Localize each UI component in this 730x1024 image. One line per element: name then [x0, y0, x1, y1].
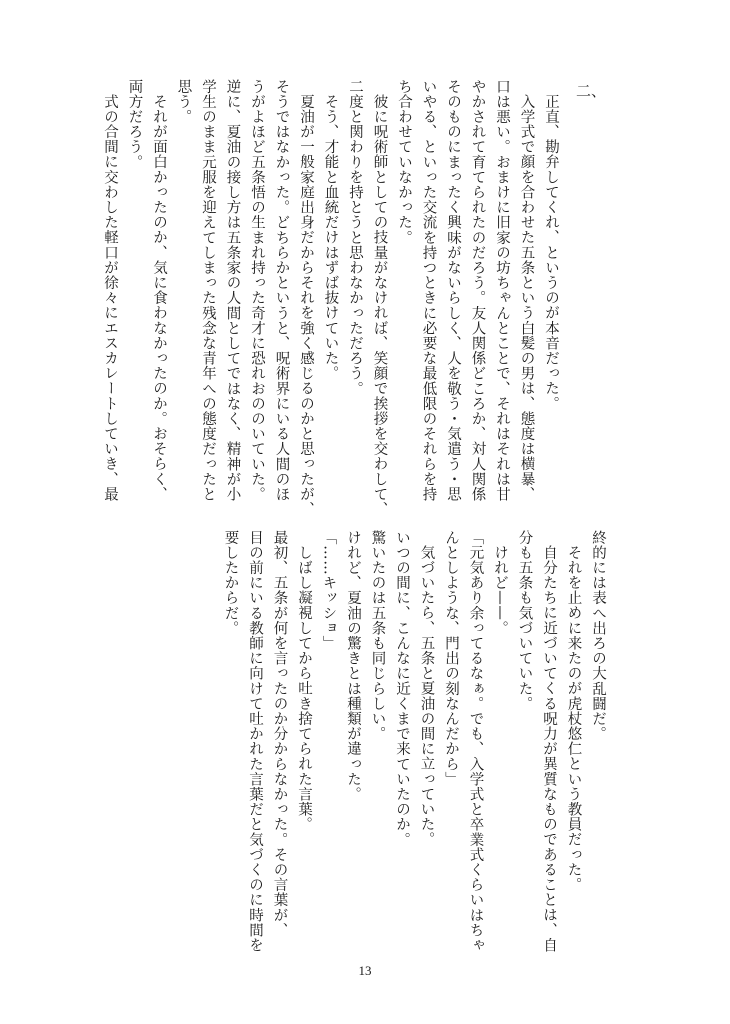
text-column: 二度と関わりを持とうと思わなかっただろう。	[347, 79, 363, 397]
text-column: 口は悪い。おまけに旧家の坊ちゃんとことで、それはそれは甘	[494, 79, 510, 502]
text-column: ち合わせていなかった。	[396, 79, 412, 246]
text-column: 入学式で顔を合わせた五条という白髪の男は、態度は横暴、	[518, 93, 535, 502]
text-column: 思う。	[175, 79, 192, 125]
text-column: 要したからだ。	[222, 530, 239, 636]
text-column: 彼に呪術師としての技量がなければ、笑顔で挨拶を交わして、	[371, 93, 388, 517]
text-column: それが面白かったのか、気に食わなかったのか。おそらく、	[151, 93, 167, 502]
text-column: 逆に、夏油の接し方は五条家の人間としてではなく、精神が小	[224, 79, 241, 502]
text-column: 終的には表へ出ろの大乱闘だ。	[590, 530, 606, 742]
text-column: 正直、勘弁してくれ、というのが本音だった。	[543, 93, 559, 411]
text-column: 自分たちに近づいてくる呪力が異質なものであることは、自	[541, 544, 557, 953]
section-title: 二、	[575, 82, 606, 100]
text-column: それを止めに来たのが虎杖悠仁という教員だった。	[565, 544, 582, 892]
text-column: そう、才能と血統だけはずば抜けていた。	[322, 93, 339, 381]
text-column: いつの間に、こんなに近くまで来ていたのか。	[394, 530, 410, 848]
top-text-block	[98, 79, 613, 517]
text-column: 分も五条も気づいていた。	[516, 530, 533, 712]
text-column: うがよほど五条悟の生まれ持った奇才に恐れおののいていた。	[249, 79, 265, 502]
text-column: そうではなかった。どちらかというと、呪術界にいる人間のほ	[273, 79, 290, 502]
text-column: 「元気あり余ってるなぁ。でも、入学式と卒業式くらいはちゃ	[467, 530, 484, 953]
text-column: 学生のまま元服を迎えてしまった残念な青年への態度だったと	[200, 79, 216, 502]
text-column: けれど、夏油の驚きとは種類が違った。	[345, 530, 361, 802]
text-column	[588, 79, 613, 509]
text-column	[563, 79, 588, 509]
text-column: いやる、といった交流を持つときに必要な最低限のそれらを持	[420, 79, 437, 502]
text-column: 驚いたのは五条も同じらしい。	[369, 530, 386, 742]
text-column: けれど——。	[492, 544, 508, 636]
text-column: 両方だろう。	[126, 79, 143, 170]
bottom-text-block	[218, 530, 610, 970]
text-column: んとしような、門出の刻なんだから」	[443, 530, 459, 787]
text-column: 目の前にいる教師に向けて吐かれた言葉だと気づくのに時間を	[247, 530, 263, 953]
text-column: 「……キッショ」	[320, 530, 337, 651]
text-column: しばし凝視してから吐き捨てられた言葉。	[296, 544, 312, 832]
text-column: 気づいたら、五条と夏油の間に立っていた。	[418, 544, 435, 847]
text-column: そのものにまったく興味がないらしく、人を敬う・気遣う・思	[445, 79, 461, 502]
text-column: やかされて育てられたのだろう。友人関係どころか、対人関係	[469, 79, 486, 502]
text-column: 最初、五条が何を言ったのか分からなかった。その言葉が、	[271, 530, 288, 938]
page-number: 13	[358, 963, 372, 978]
text-column: 式の合間に交わした軽口が徐々にエスカレートしていき、最	[102, 93, 118, 502]
text-column: 夏油が一般家庭出身だからそれを強く感じるのかと思ったが、	[298, 93, 314, 517]
